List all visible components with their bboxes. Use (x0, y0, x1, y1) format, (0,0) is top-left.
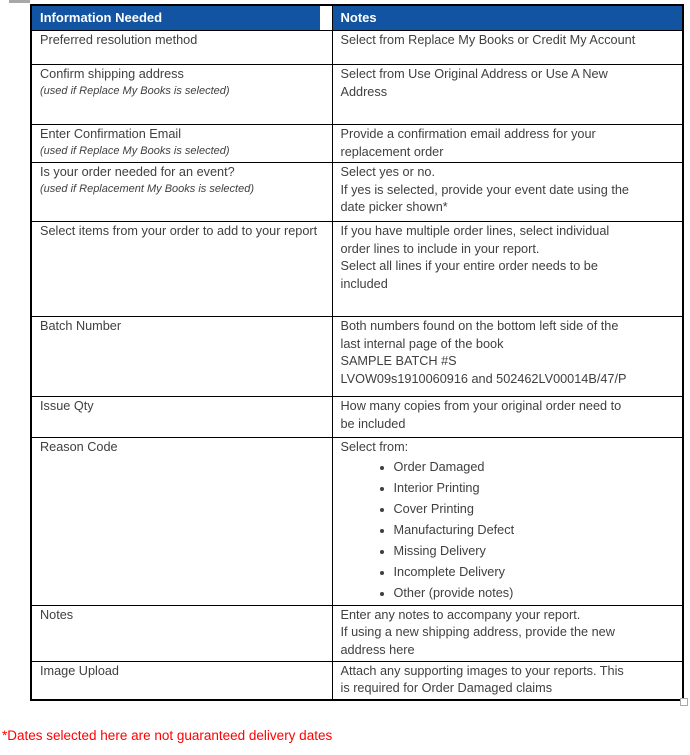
note-line: last internal page of the book (340, 336, 504, 351)
reason-code-item: • Manufacturing Defect (394, 520, 679, 541)
reason-code-list (341, 457, 679, 604)
note-line: Enter any notes to accompany your report. (340, 607, 581, 622)
note-line: address here (340, 642, 415, 657)
notes-cell (332, 222, 683, 317)
table-row (31, 317, 683, 397)
table-row (31, 163, 683, 222)
table-row (31, 661, 683, 700)
column-header-label: Information Needed (32, 6, 320, 30)
info-condition-note: (used if Replacement My Books is selected) (40, 182, 254, 195)
table-resize-handle[interactable] (680, 698, 688, 706)
info-label: Image Upload (40, 663, 119, 678)
note-line: Select from Replace My Books or Credit My Account (340, 33, 636, 47)
info-cell (31, 65, 332, 125)
info-label: Is your order needed for an event? (40, 165, 235, 179)
info-cell (31, 397, 332, 438)
note-line: Address (340, 84, 388, 99)
note-line: Provide a confirmation email address for your (340, 127, 596, 141)
column-header-notes (332, 5, 683, 31)
table-row (31, 65, 683, 125)
info-label: Notes (40, 607, 74, 622)
info-condition-note: (used if Replace My Books is selected) (40, 144, 230, 157)
notes-cell (332, 397, 683, 438)
note-line: If using a new shipping address, provide the new (340, 625, 615, 639)
note-line: order lines to include in your report. (340, 241, 540, 256)
notes-cell (332, 65, 683, 125)
notes-cell (332, 317, 683, 397)
note-line: be included (340, 416, 406, 431)
notes-cell (332, 661, 683, 700)
note-line: How many copies from your original order need to (340, 399, 622, 413)
info-cell (31, 163, 332, 222)
info-label: Enter Confirmation Email (40, 127, 182, 141)
note-line: Select all lines if your entire order needs to be (340, 259, 598, 273)
note-line: Both numbers found on the bottom left side of the (340, 319, 619, 333)
info-label: Select items from your order to add to your report (40, 224, 318, 238)
notes-cell (332, 605, 683, 661)
table-row (31, 222, 683, 317)
info-cell (31, 438, 332, 606)
column-header-information-needed (31, 5, 332, 31)
note-line: included (340, 276, 388, 291)
table-row (31, 31, 683, 65)
reason-code-item: • Missing Delivery (394, 541, 679, 562)
info-label: Confirm shipping address (40, 67, 184, 81)
info-label: Preferred resolution method (40, 33, 198, 47)
note-line: is required for Order Damaged claims (340, 681, 553, 695)
table-header-row (31, 5, 683, 31)
info-cell (31, 222, 332, 317)
reason-code-item: • Incomplete Delivery (394, 562, 679, 583)
column-header-label: Notes (333, 6, 683, 30)
screen-edge-artifact (9, 0, 30, 3)
information-needed-table (30, 4, 684, 701)
note-line: If you have multiple order lines, select individual (340, 224, 610, 238)
note-line: LVOW09s1910060916 and 502462LV00014B/47/P (340, 371, 627, 386)
note-line: date picker shown* (340, 200, 448, 214)
date-disclaimer-footnote: *Dates selected here are not guaranteed delivery dates (2, 728, 333, 743)
note-line: If yes is selected, provide your event date using the (340, 182, 629, 197)
table-row (31, 397, 683, 438)
note-line: Select from: (340, 440, 409, 454)
reason-code-item: • Order Damaged (394, 457, 679, 478)
info-label: Issue Qty (40, 399, 94, 413)
notes-cell (332, 438, 683, 606)
notes-cell (332, 163, 683, 222)
info-condition-note: (used if Replace My Books is selected) (40, 84, 230, 97)
info-cell (31, 661, 332, 700)
info-label: Batch Number (40, 319, 122, 333)
table-row (31, 438, 683, 606)
info-cell (31, 31, 332, 65)
reason-code-item: • Other (provide notes) (394, 583, 679, 604)
note-line: SAMPLE BATCH #S (340, 354, 457, 368)
note-line: replacement order (340, 144, 444, 159)
notes-cell (332, 31, 683, 65)
reason-code-item: • Cover Printing (394, 499, 679, 520)
note-line: Select yes or no. (340, 165, 435, 179)
info-label: Reason Code (40, 440, 118, 454)
info-cell (31, 317, 332, 397)
table-row (31, 605, 683, 661)
info-cell (31, 605, 332, 661)
notes-cell (332, 125, 683, 163)
reason-code-item: • Interior Printing (394, 478, 679, 499)
note-line: Attach any supporting images to your reports. This (340, 663, 624, 678)
info-cell (31, 125, 332, 163)
table-row (31, 125, 683, 163)
note-line: Select from Use Original Address or Use A New (340, 67, 608, 81)
